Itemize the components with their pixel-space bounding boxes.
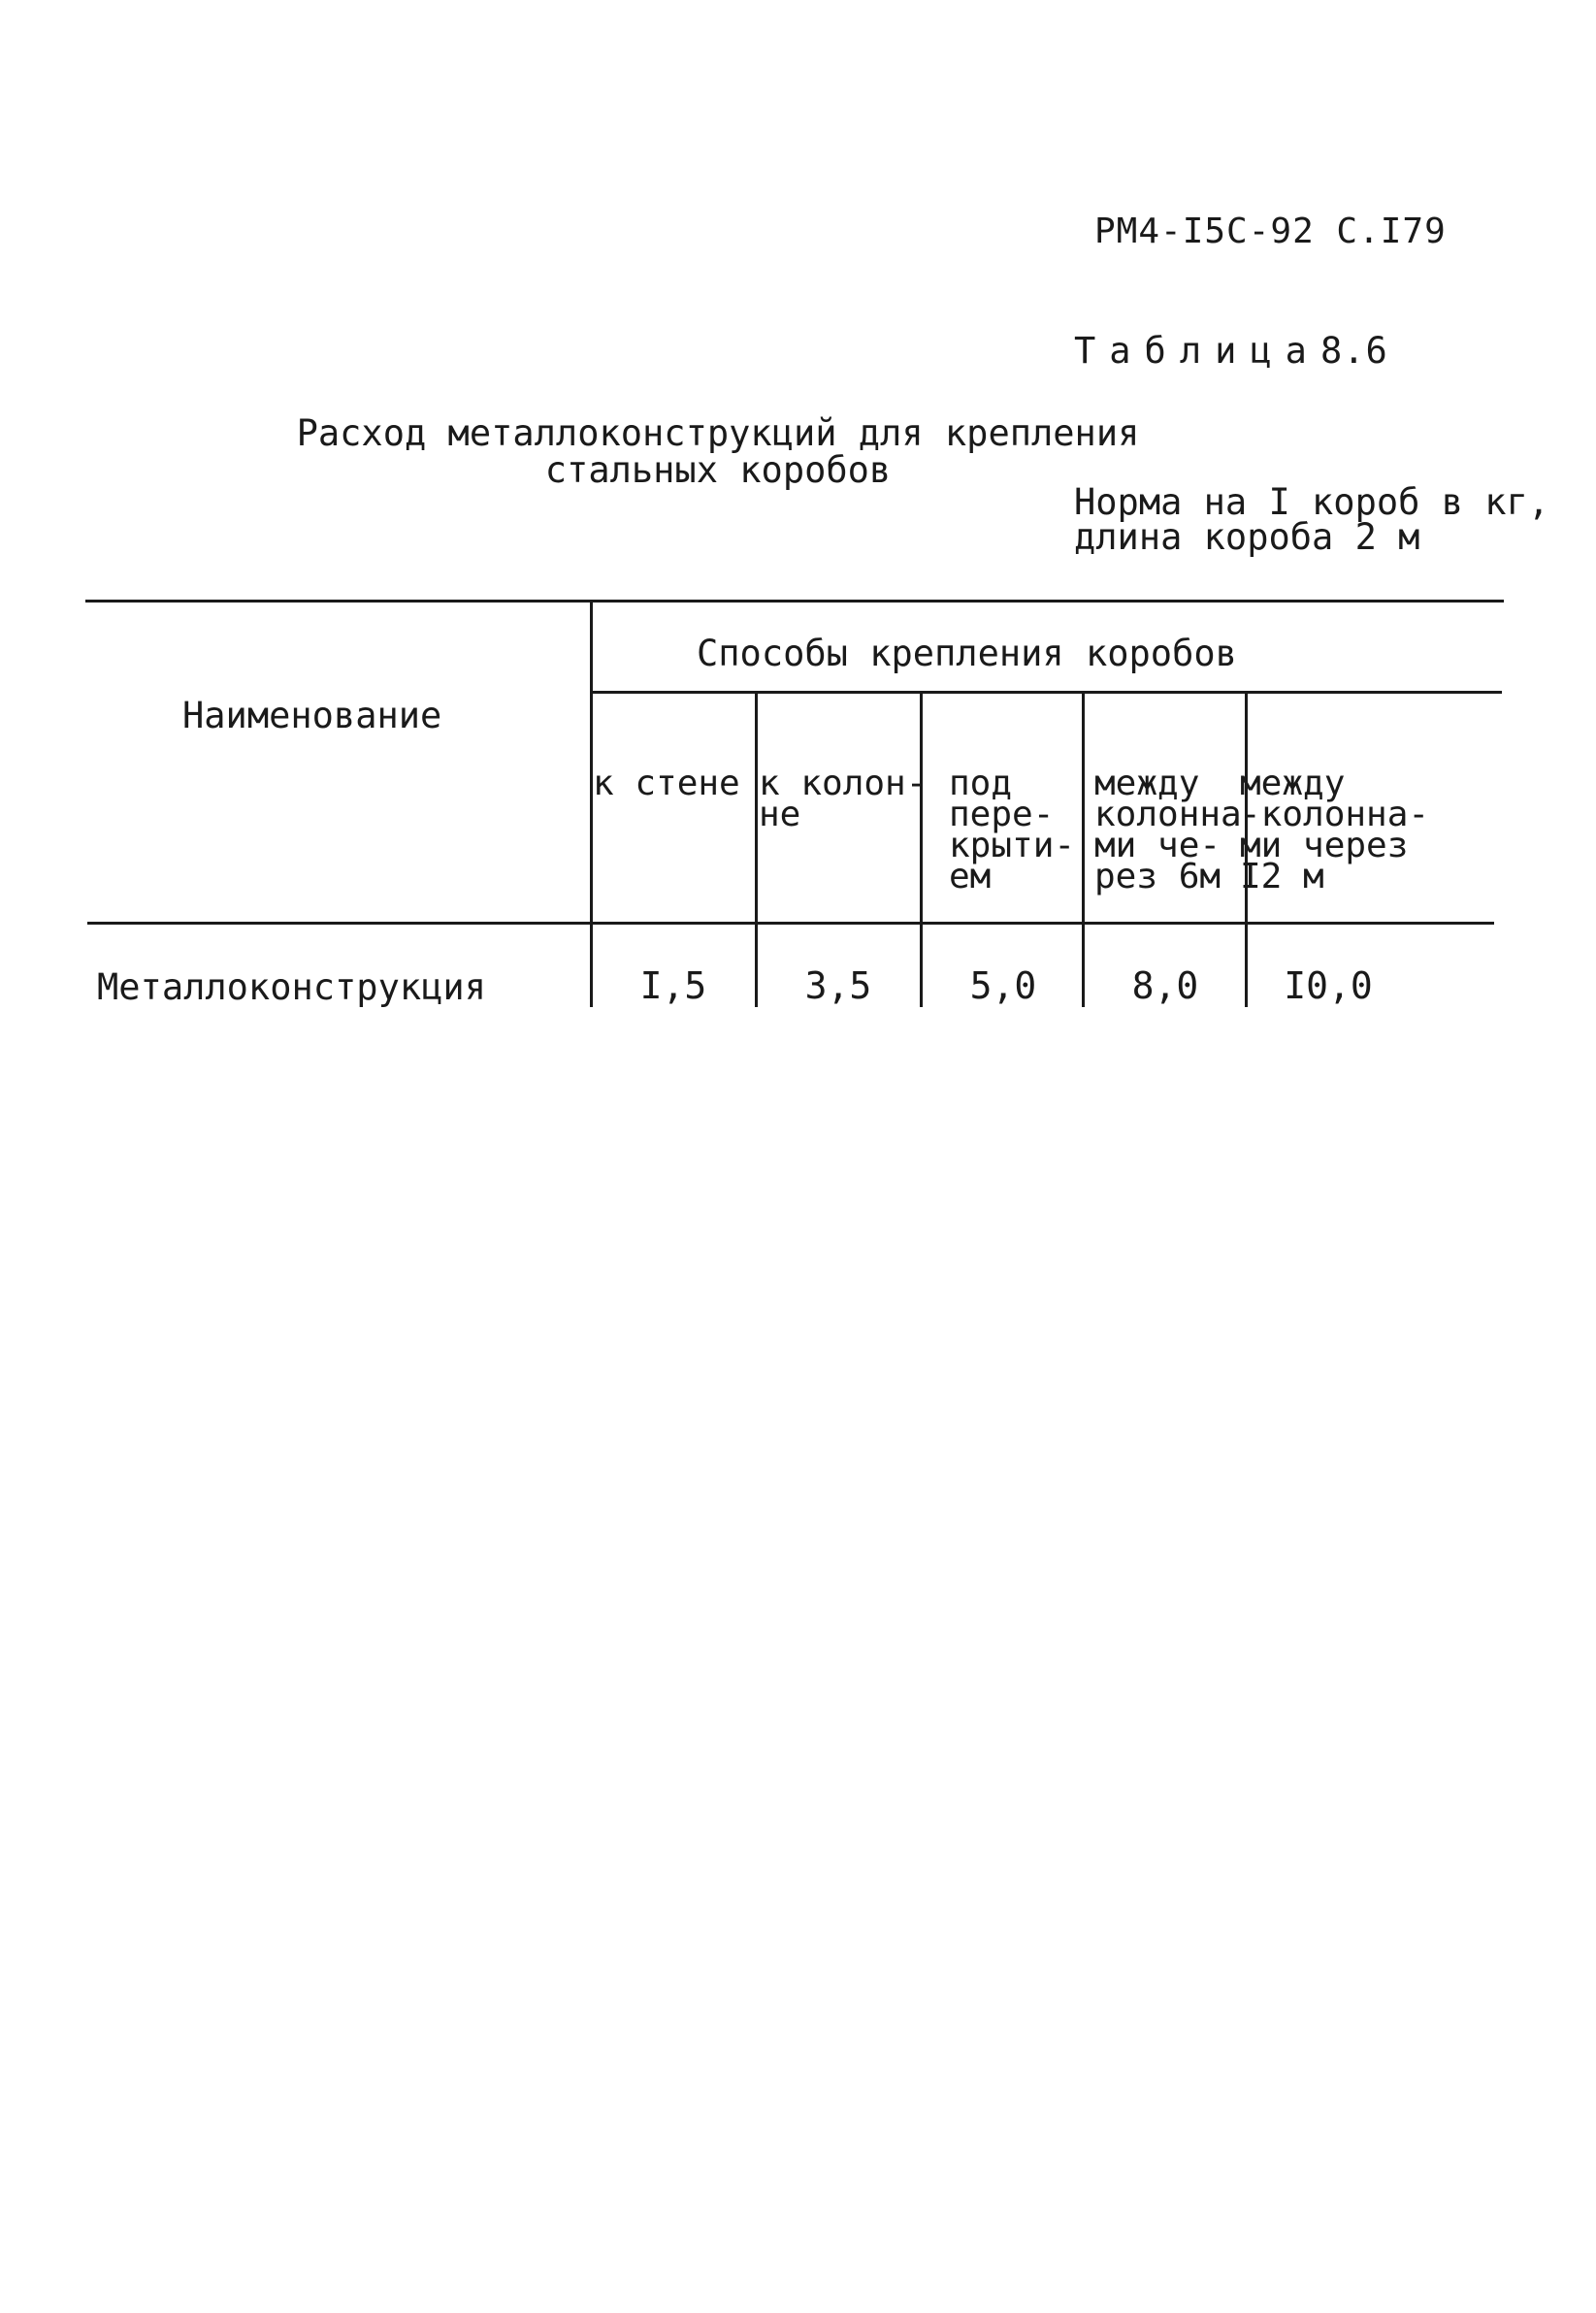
table-word: Таблица bbox=[1074, 330, 1320, 372]
title-line-2: стальных коробов bbox=[544, 449, 892, 491]
value-wall: I,5 bbox=[639, 964, 707, 1007]
value-column: 3,5 bbox=[804, 964, 872, 1007]
table-label bbox=[1074, 330, 1388, 372]
header-bottom-rule bbox=[87, 922, 1494, 925]
name-column-divider bbox=[590, 600, 593, 1007]
group-header: Способы крепления коробов bbox=[697, 633, 1237, 674]
norm-note bbox=[1074, 481, 1550, 558]
column-header-between-6m: между колонна ми че- рез 6м bbox=[1094, 764, 1242, 896]
group-header-rule bbox=[590, 691, 1502, 694]
column-divider-1 bbox=[755, 693, 758, 1007]
table-number: 8.6 bbox=[1319, 330, 1388, 372]
column-header-column: к колон- не bbox=[759, 764, 928, 834]
table-top-rule bbox=[85, 600, 1504, 603]
norm-line-2: длина короба 2 м bbox=[1074, 516, 1420, 558]
column-header-between-12m: между -колонна- ми через I2 м bbox=[1240, 764, 1430, 896]
value-between-12m: I0,0 bbox=[1284, 964, 1373, 1007]
name-header: Наименование bbox=[182, 695, 442, 736]
value-under-ceiling: 5,0 bbox=[969, 964, 1037, 1007]
column-divider-3 bbox=[1082, 693, 1085, 1007]
row-name: Металлоконструкция bbox=[97, 966, 486, 1008]
table-title bbox=[291, 412, 1145, 491]
column-header-under-ceiling: под пере- крыти- ем bbox=[949, 764, 1076, 896]
document-code: РМ4-I5С-92 С.I79 bbox=[1094, 212, 1447, 251]
column-header-wall: к стене bbox=[593, 764, 740, 803]
value-between-6m: 8,0 bbox=[1131, 964, 1199, 1007]
norm-line-1: Норма на I короб в кг, bbox=[1074, 481, 1550, 523]
column-divider-2 bbox=[920, 693, 923, 1007]
title-line-1: Расход металлоконструкций для крепления bbox=[296, 412, 1140, 454]
